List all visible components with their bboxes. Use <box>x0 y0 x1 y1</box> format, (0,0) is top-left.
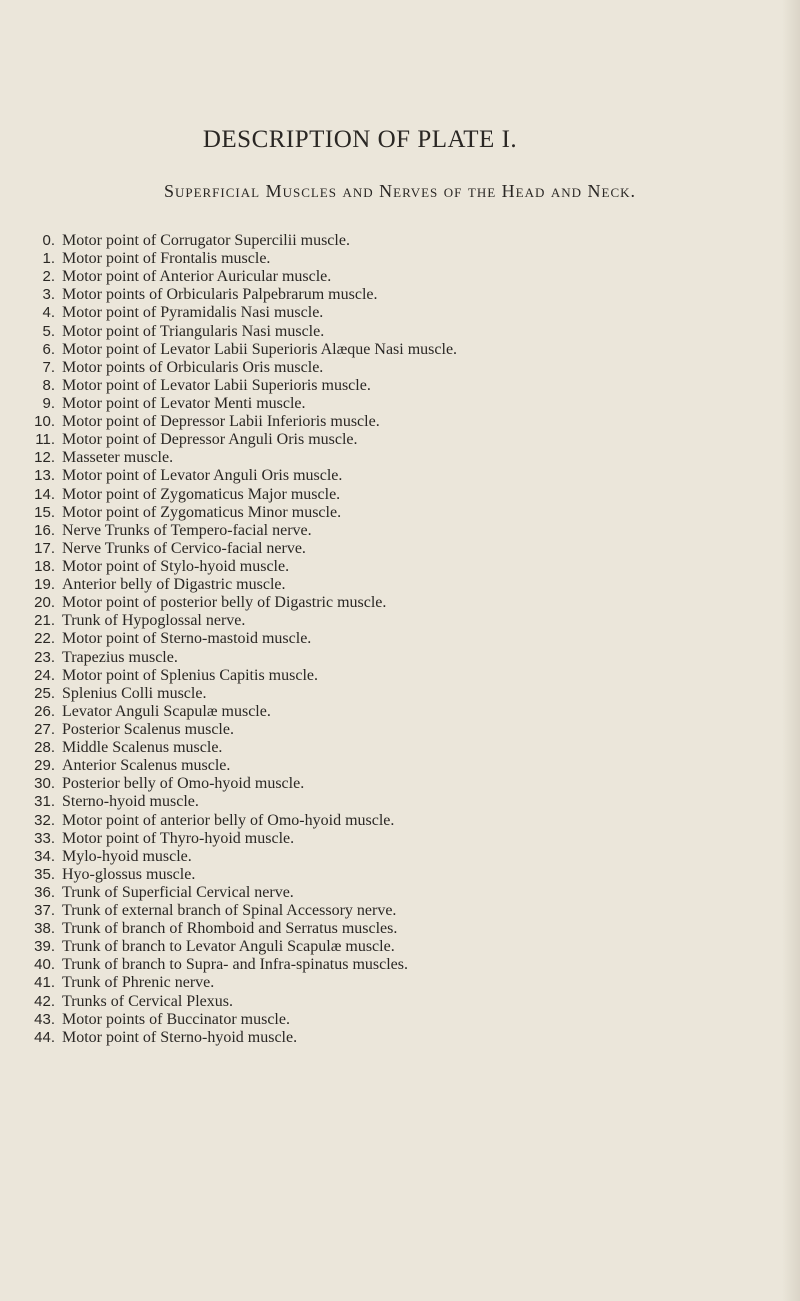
list-item <box>0 667 457 685</box>
list-item <box>0 902 457 920</box>
item-description: Motor point of Levator Labii Superioris Alæque Nasi muscle. <box>62 340 458 358</box>
item-description: Motor point of Zygomaticus Minor muscle. <box>62 503 342 521</box>
item-number: 10. <box>34 413 55 431</box>
list-item <box>0 1011 457 1029</box>
list-item <box>0 993 457 1011</box>
page-edge-shadow <box>782 0 800 1301</box>
page-subtitle: Superficial Muscles and Nerves of the Head and Neck. <box>163 181 637 201</box>
list-item <box>0 956 457 974</box>
item-description: Motor point of Depressor Anguli Oris muscle. <box>62 431 358 449</box>
item-description: Motor point of Sterno-hyoid muscle. <box>62 1028 298 1046</box>
list-item <box>0 938 457 956</box>
list-item <box>0 522 457 540</box>
item-description: Motor point of Corrugator Supercilii muscle. <box>62 232 350 249</box>
item-number: 32. <box>34 811 55 829</box>
item-number: 30. <box>34 775 55 793</box>
item-description: Trunk of external branch of Spinal Accessory nerve. <box>62 902 397 920</box>
item-number: 42. <box>34 992 55 1010</box>
list-item <box>0 377 457 395</box>
item-description: Trapezius muscle. <box>62 648 178 666</box>
list-item <box>0 630 457 648</box>
item-number: 19. <box>34 576 55 594</box>
item-description: Trunks of Cervical Plexus. <box>62 992 233 1010</box>
item-description: Motor point of Pyramidalis Nasi muscle. <box>62 304 324 322</box>
item-number: 7. <box>42 358 55 376</box>
item-description: Motor point of Zygomaticus Major muscle. <box>62 485 341 503</box>
item-number: 22. <box>34 630 55 648</box>
item-number: 1. <box>42 250 55 268</box>
item-number: 15. <box>34 503 55 521</box>
item-description: Motor point of Levator Anguli Oris muscle. <box>62 467 343 485</box>
item-number: 39. <box>34 938 55 956</box>
list-item <box>0 449 457 467</box>
list-item <box>0 540 457 558</box>
item-number: 41. <box>34 974 55 992</box>
item-number: 33. <box>34 829 55 847</box>
item-number: 43. <box>34 1010 55 1028</box>
list-item <box>0 504 457 522</box>
item-number: 40. <box>34 956 55 974</box>
list-item <box>0 486 457 504</box>
list-item <box>0 739 457 757</box>
item-number: 23. <box>34 648 55 666</box>
item-number: 25. <box>34 684 55 702</box>
list-item <box>0 558 457 576</box>
item-number: 16. <box>34 521 55 539</box>
item-description: Motor point of Frontalis muscle. <box>62 250 271 268</box>
item-description: Trunk of branch of Rhomboid and Serratus muscles. <box>62 920 398 938</box>
item-number: 14. <box>34 485 55 503</box>
item-description: Trunk of Superficial Cervical nerve. <box>62 883 294 901</box>
item-number: 3. <box>42 286 55 304</box>
item-number: 34. <box>34 847 55 865</box>
item-number: 29. <box>34 757 55 775</box>
item-number: 11. <box>35 431 55 449</box>
item-description: Motor point of anterior belly of Omo-hyoid muscle. <box>62 811 395 829</box>
item-description: Motor points of Buccinator muscle. <box>62 1010 290 1028</box>
item-number: 20. <box>34 594 55 612</box>
item-number: 35. <box>34 865 55 883</box>
item-description: Motor point of Sterno-mastoid muscle. <box>62 630 312 648</box>
list-item <box>0 757 457 775</box>
item-description: Splenius Colli muscle. <box>62 684 207 702</box>
item-description: Masseter muscle. <box>62 449 174 467</box>
list-item <box>0 812 457 830</box>
item-description: Anterior Scalenus muscle. <box>62 757 231 775</box>
item-number: 27. <box>34 720 55 738</box>
item-description: Posterior Scalenus muscle. <box>62 720 234 738</box>
item-description: Hyo-glossus muscle. <box>62 865 196 883</box>
list-item <box>0 884 457 902</box>
item-number: 21. <box>34 612 55 630</box>
list-item <box>0 467 457 485</box>
item-description: Mylo-hyoid muscle. <box>62 847 192 865</box>
list-item <box>0 323 457 341</box>
item-number: 4. <box>42 304 55 322</box>
item-number: 17. <box>34 539 55 557</box>
list-item <box>0 594 457 612</box>
list-item <box>0 395 457 413</box>
item-description: Motor point of Splenius Capitis muscle. <box>62 666 318 684</box>
item-number: 5. <box>42 322 55 340</box>
list-item <box>0 848 457 866</box>
item-number: 0. <box>42 232 55 249</box>
list-item <box>0 920 457 938</box>
list-item <box>0 830 457 848</box>
item-number: 8. <box>42 376 55 394</box>
item-description: Motor points of Orbicularis Oris muscle. <box>62 358 324 376</box>
list-item <box>0 649 457 667</box>
item-number: 12. <box>34 449 55 467</box>
list-item <box>0 413 457 431</box>
item-description: Trunk of Phrenic nerve. <box>62 974 215 992</box>
list-item <box>0 793 457 811</box>
list-item <box>0 612 457 630</box>
item-description: Anterior belly of Digastric muscle. <box>62 576 286 594</box>
list-item <box>0 703 457 721</box>
list-item <box>0 304 457 322</box>
list-item <box>0 775 457 793</box>
item-number: 9. <box>42 394 55 412</box>
item-description: Middle Scalenus muscle. <box>62 739 223 757</box>
item-number: 13. <box>34 467 55 485</box>
list-item <box>0 250 457 268</box>
item-description: Posterior belly of Omo-hyoid muscle. <box>62 775 305 793</box>
item-description: Trunk of branch to Supra- and Infra-spinatus muscles. <box>62 956 409 974</box>
list-item <box>0 431 457 449</box>
item-number: 37. <box>34 902 55 920</box>
item-description: Motor point of Levator Menti muscle. <box>62 394 306 412</box>
item-number: 44. <box>34 1028 55 1046</box>
list-item <box>0 685 457 703</box>
list-item <box>0 286 457 304</box>
item-description: Nerve Trunks of Tempero-facial nerve. <box>62 521 312 539</box>
item-description: Trunk of Hypoglossal nerve. <box>62 612 246 630</box>
page-title: DESCRIPTION OF PLATE I. <box>202 126 518 153</box>
item-description: Motor point of Triangularis Nasi muscle. <box>62 322 325 340</box>
item-description: Nerve Trunks of Cervico-facial nerve. <box>62 539 306 557</box>
list-item <box>0 974 457 992</box>
list-item <box>0 1029 457 1047</box>
item-description: Motor point of Thyro-hyoid muscle. <box>62 829 295 847</box>
item-number: 26. <box>34 702 55 720</box>
list-item <box>0 268 457 286</box>
item-number: 36. <box>34 883 55 901</box>
item-description: Levator Anguli Scapulæ muscle. <box>62 702 271 720</box>
item-description: Motor point of Anterior Auricular muscle. <box>62 268 332 286</box>
list-item <box>0 576 457 594</box>
list-item <box>0 232 457 250</box>
list-item <box>0 341 457 359</box>
item-number: 18. <box>34 557 55 575</box>
item-number: 2. <box>42 268 55 286</box>
item-description: Trunk of branch to Levator Anguli Scapulæ muscle. <box>62 938 395 956</box>
list-item <box>0 866 457 884</box>
list-item <box>0 359 457 377</box>
item-description: Motor point of Stylo-hyoid muscle. <box>62 557 290 575</box>
item-description: Sterno-hyoid muscle. <box>62 793 199 811</box>
item-number: 24. <box>34 666 55 684</box>
item-number: 31. <box>34 793 55 811</box>
list-item <box>0 721 457 739</box>
item-number: 38. <box>34 920 55 938</box>
item-description: Motor points of Orbicularis Palpebrarum muscle. <box>62 286 378 304</box>
item-description: Motor point of posterior belly of Digastric muscle. <box>62 594 387 612</box>
item-number: 28. <box>34 739 55 757</box>
item-description: Motor point of Levator Labii Superioris muscle. <box>62 376 371 394</box>
item-number: 6. <box>42 340 55 358</box>
legend-list <box>0 232 457 1047</box>
item-description: Motor point of Depressor Labii Inferioris muscle. <box>62 413 380 431</box>
